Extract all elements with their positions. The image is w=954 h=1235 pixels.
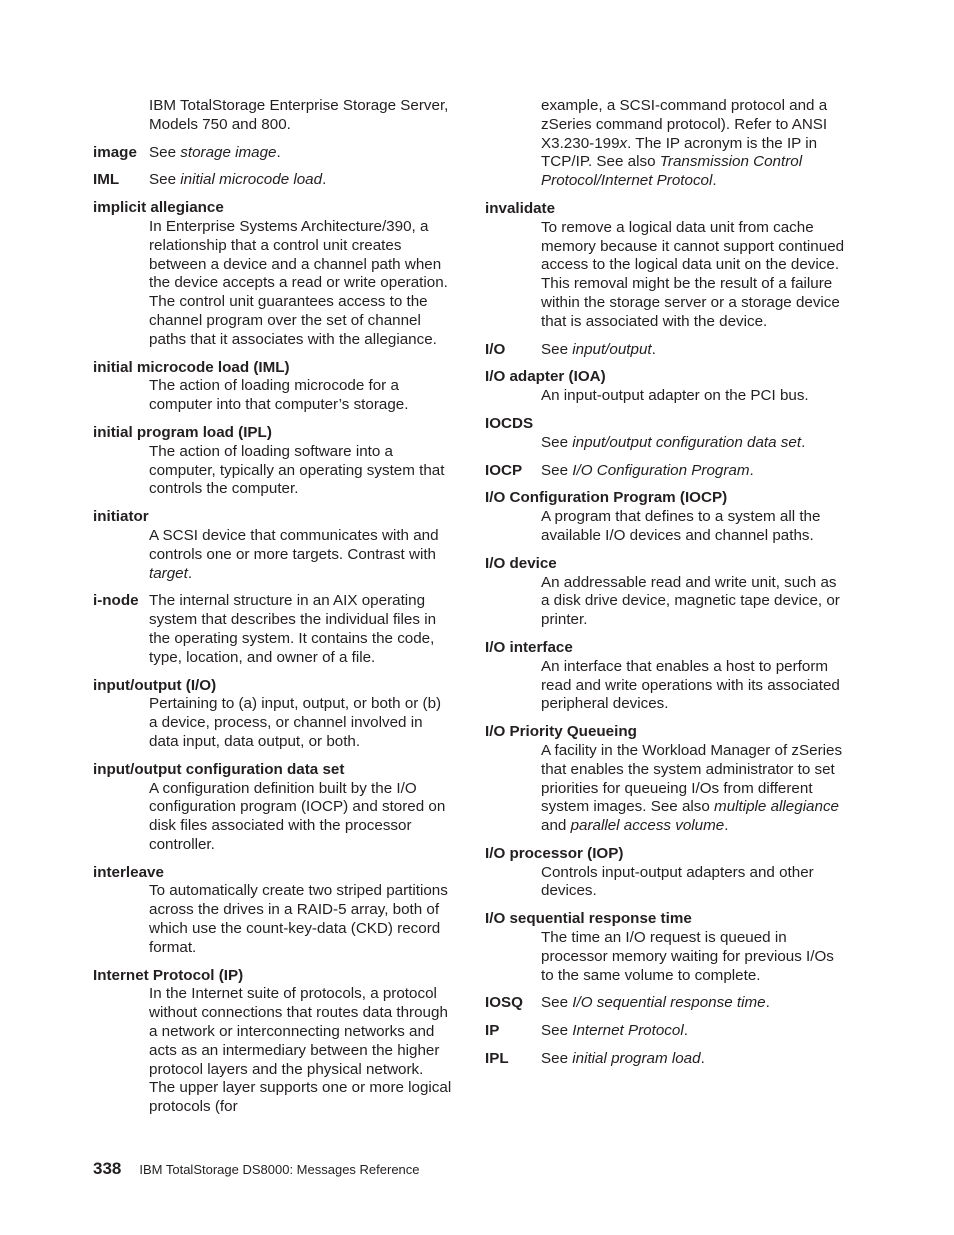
glossary-entry-i-node — [93, 592, 453, 667]
glossary-definition: The action of loading software into a computer, typically an operating system that controls the computer. — [149, 442, 445, 498]
glossary-entry-io-adapter — [485, 368, 845, 406]
punctuation: . — [700, 1050, 705, 1068]
glossary-definition: The time an I/O request is queued in processor memory waiting for previous I/Os to the same volume to complete. — [541, 929, 834, 984]
italic-text: x — [619, 134, 628, 152]
glossary-definition: A program that defines to a system all the available I/O devices and channel paths. — [541, 508, 821, 544]
glossary-term: I/O adapter (IOA) — [485, 368, 606, 386]
punctuation: . — [322, 171, 327, 189]
cross-reference: initial microcode load — [180, 171, 323, 189]
glossary-definition — [541, 742, 845, 836]
glossary-definition: To remove a logical data unit from cache memory because it cannot support continued access to the logical data unit on the device. This removal might be the result of a failure within the storage server or a storage device that is associated with the device. — [541, 218, 845, 330]
see-text: See — [149, 143, 181, 161]
punctuation: . — [651, 340, 656, 358]
glossary-entry-input-output — [93, 677, 453, 752]
glossary-definition: In Enterprise Systems Architecture/390, a relationship that a control unit creates between a device and a channel path when the device accepts a read or write operation. The control unit guarantees access to the channel program over the set of channel paths that it associates with the allegiance. — [149, 217, 448, 348]
glossary-entry-interleave — [93, 864, 453, 958]
glossary-term: initial program load (IPL) — [93, 423, 272, 441]
punctuation: . — [749, 461, 754, 479]
definition-text: A SCSI device that communicates with and controls one or more targets. Contrast with — [149, 526, 439, 563]
glossary-entry-io-sequential-response-time — [485, 910, 845, 985]
punctuation: . — [187, 564, 193, 582]
cross-reference: input/output configuration data set — [572, 433, 802, 451]
glossary-term: IP — [485, 1022, 500, 1040]
glossary-entry-ipl — [485, 1050, 845, 1069]
glossary-entry-internet-protocol — [93, 967, 453, 1117]
glossary-term: I/O — [485, 340, 506, 358]
see-text: See — [541, 340, 573, 358]
cross-reference: multiple allegiance — [714, 798, 839, 816]
cross-reference: parallel access volume — [570, 817, 725, 835]
glossary-term: input/output (I/O) — [93, 676, 217, 694]
page-number: 338 — [93, 1159, 122, 1178]
glossary-term: invalidate — [485, 199, 556, 217]
glossary-term: initiator — [93, 508, 149, 526]
definition-text: A facility in the Workload Manager of zSeries that enables the system administrator to set priorities for queueing I/Os from different system images. See also — [541, 741, 843, 816]
glossary-entry-implicit-allegiance — [93, 199, 453, 349]
glossary-definition — [541, 1050, 845, 1069]
glossary-term: image — [93, 143, 137, 161]
see-text: See — [541, 1022, 573, 1040]
glossary-entry-ip — [485, 1022, 845, 1041]
punctuation: . — [724, 817, 729, 835]
cross-reference: input/output — [572, 340, 652, 358]
punctuation: . — [801, 433, 806, 451]
see-text: See — [149, 171, 181, 189]
continued-definition — [541, 97, 845, 191]
glossary-entry-initial-program-load — [93, 424, 453, 499]
glossary-entry-io-priority-queueing — [485, 723, 845, 836]
right-column — [485, 97, 845, 1078]
glossary-definition — [149, 171, 453, 190]
book-title: IBM TotalStorage DS8000: Messages Reference — [139, 1162, 420, 1177]
glossary-definition: In the Internet suite of protocols, a protocol without connections that routes data through a network or interconnecting networks and acts as an intermediary between the higher protocol layers and the physical network. The upper layer supports one or more logical protocols (for — [149, 985, 452, 1116]
glossary-definition: Controls input-output adapters and other devices. — [541, 863, 814, 900]
glossary-definition — [541, 462, 845, 481]
glossary-entry-iocp — [485, 462, 845, 481]
glossary-entry-io-device — [485, 555, 845, 630]
glossary-entry-io — [485, 341, 845, 360]
cross-reference: I/O Configuration Program — [572, 461, 750, 479]
glossary-term: I/O Priority Queueing — [485, 723, 637, 741]
glossary-term: IOCP — [485, 461, 523, 479]
glossary-definition — [149, 527, 453, 583]
glossary-entry-io-configuration-program — [485, 489, 845, 545]
punctuation: . — [276, 143, 281, 161]
glossary-definition: An input-output adapter on the PCI bus. — [541, 387, 809, 405]
punctuation: . — [765, 994, 770, 1012]
glossary-definition — [541, 434, 845, 453]
glossary-definition — [541, 341, 845, 360]
glossary-term: I/O device — [485, 554, 557, 572]
glossary-term: IML — [93, 171, 120, 189]
glossary-term: i-node — [93, 592, 139, 610]
definition-text: and — [541, 817, 571, 835]
glossary-term: I/O Configuration Program (IOCP) — [485, 489, 728, 507]
glossary-definition: To automatically create two striped partitions across the drives in a RAID-5 array, both of which use the count-key-data (CKD) record format. — [149, 882, 448, 956]
glossary-definition: An addressable read and write unit, such as a disk drive device, magnetic tape device, or printer. — [541, 573, 840, 629]
glossary-entry-image — [93, 144, 453, 163]
glossary-term: I/O interface — [485, 638, 573, 656]
glossary-definition: Pertaining to (a) input, output, or both or (b) a device, process, or channel involved in data input, data output, or both. — [149, 695, 442, 750]
glossary-entry-io-processor — [485, 845, 845, 901]
glossary-entry-io-interface — [485, 639, 845, 714]
glossary-definition — [541, 1022, 845, 1041]
glossary-term: interleave — [93, 863, 164, 881]
see-text: See — [541, 994, 573, 1012]
see-text: See — [541, 433, 573, 451]
glossary-term: IOCDS — [485, 414, 534, 432]
glossary-entry-io-configuration-data-set — [93, 761, 453, 855]
glossary-definition — [541, 994, 845, 1013]
cross-reference: I/O sequential response time — [572, 994, 766, 1012]
glossary-term: initial microcode load (IML) — [93, 358, 290, 376]
glossary-definition: A configuration definition built by the I/O configuration program (IOCP) and stored on disk files associated with the processor controller. — [149, 779, 446, 853]
glossary-definition: An interface that enables a host to perform read and write operations with its associated peripheral devices. — [541, 657, 840, 713]
page-footer — [93, 1160, 420, 1180]
definition-text: . The IP acronym is the IP in TCP/IP. See also — [541, 134, 818, 171]
glossary-entry-initial-microcode-load — [93, 359, 453, 415]
cross-reference: Internet Protocol — [572, 1022, 684, 1040]
cross-reference: initial program load — [572, 1050, 701, 1068]
see-text: See — [541, 1050, 573, 1068]
glossary-term: I/O sequential response time — [485, 910, 692, 928]
glossary-entry-invalidate — [485, 200, 845, 332]
cross-reference: Transmission Control Protocol/Internet Protocol — [541, 153, 803, 190]
punctuation: . — [683, 1022, 688, 1040]
glossary-term: IOSQ — [485, 994, 523, 1012]
glossary-term: implicit allegiance — [93, 199, 224, 217]
glossary-entry-iosq — [485, 994, 845, 1013]
see-text: See — [541, 461, 573, 479]
glossary-term: Internet Protocol (IP) — [93, 966, 244, 984]
glossary-entry-initiator — [93, 508, 453, 583]
continued-definition: IBM TotalStorage Enterprise Storage Server, Models 750 and 800. — [149, 97, 449, 133]
punctuation: . — [712, 172, 717, 190]
left-column — [93, 97, 453, 1126]
cross-reference: storage image — [180, 143, 277, 161]
glossary-definition — [149, 144, 453, 163]
glossary-term: IPL — [485, 1050, 509, 1068]
glossary-definition: The action of loading microcode for a computer into that computer’s storage. — [149, 377, 409, 414]
glossary-entry-iml — [93, 171, 453, 190]
glossary-term: I/O processor (IOP) — [485, 844, 624, 862]
glossary-definition: The internal structure in an AIX operating system that describes the individual files in the operating system. It contains the code, type, location, and owner of a file. — [149, 592, 437, 666]
definition-text: example, a SCSI-command protocol and a zSeries command protocol). Refer to ANSI X3.230-199 — [541, 97, 828, 152]
cross-reference: target — [149, 564, 188, 582]
glossary-entry-iocds — [485, 415, 845, 453]
glossary-term: input/output configuration data set — [93, 760, 345, 778]
